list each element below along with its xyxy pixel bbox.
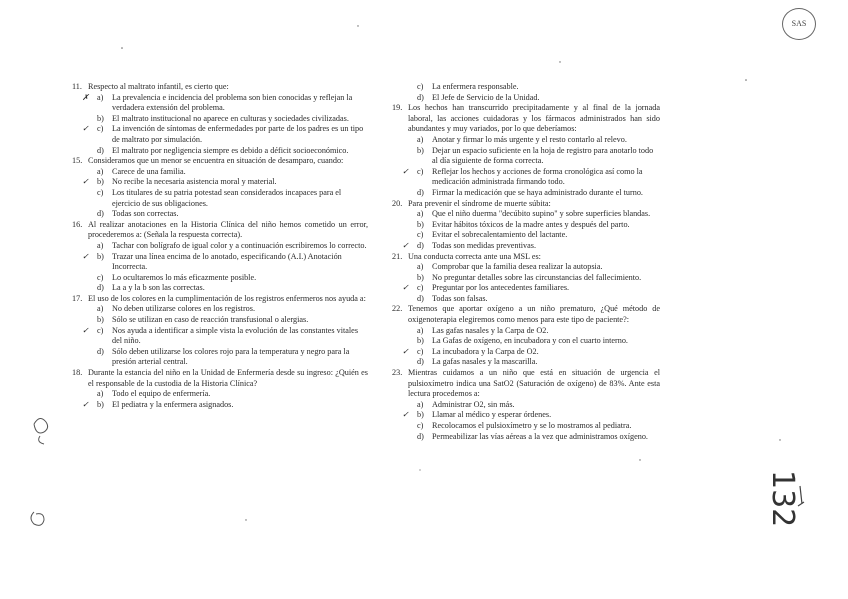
option-letter: c) — [417, 283, 424, 293]
handwritten-check-mark: ✗ — [82, 92, 89, 102]
option-letter: b) — [417, 410, 424, 420]
option-text: Preguntar por los antecedentes familiares. — [432, 283, 570, 293]
margin-scribble-bottom — [31, 512, 44, 525]
option-letter: a) — [97, 304, 104, 314]
option-letter: a) — [97, 92, 104, 102]
option-text: El pediatra y la enfermera asignados. — [112, 399, 234, 409]
option-text: La prevalencia e incidencia del problema son bien conocidas y reflejan la verdadera extensión del problema. — [112, 92, 353, 113]
option-letter: b) — [417, 219, 424, 229]
option-text: Tachar con bolígrafo de igual color y a continuación escribiremos lo correcto. — [112, 240, 367, 250]
option-letter: c) — [417, 82, 424, 91]
option-text: No deben utilizarse colores en los registros. — [112, 304, 256, 314]
question-text: El uso de los colores en la cumplimentación de los registros enfermeros nos ayuda a: — [88, 293, 366, 303]
option-letter: b) — [97, 251, 104, 261]
option-letter: a) — [417, 399, 424, 409]
option-letter: c) — [417, 230, 424, 240]
question-number: 22. — [392, 304, 403, 314]
question-number: 11. — [72, 82, 82, 91]
dust-speck — [639, 459, 640, 460]
question-text: Al realizar anotaciones en la Historia Clínica del niño hemos cometido un error, procederemos a: (Señala la respuesta correcta). — [88, 219, 368, 240]
question-text: Tenemos que aportar oxígeno a un niño prematuro, ¿Qué método de oxigenoterapia elegiremos como menos para este tipo de paciente?: — [408, 304, 660, 325]
option-letter: d) — [417, 240, 424, 250]
option-text: La enfermera responsable. — [432, 82, 519, 91]
handwritten-page-number: 132 — [765, 470, 800, 528]
option-text: Lo ocultaremos lo más eficazmente posible. — [112, 272, 257, 282]
option-text: El maltrato institucional no aparece en culturas y sociedades civilizadas. — [112, 113, 349, 123]
option-letter: c) — [97, 124, 104, 134]
dust-speck — [419, 469, 420, 470]
option-letter: d) — [417, 357, 424, 367]
option-letter: d) — [97, 145, 104, 155]
option-letter: c) — [417, 421, 424, 430]
option-text: El maltrato por negligencia siempre es debido a déficit socioeconómico. — [112, 145, 349, 155]
option-text: Dejar un espacio suficiente en la hoja de registro para anotarlo todo al día siguiente de forma correcta. — [432, 145, 654, 166]
question-number: 19. — [392, 103, 403, 113]
dust-speck — [357, 25, 358, 26]
option-text: Todas son medidas preventivas. — [432, 240, 537, 250]
option-text: La Gafas de oxígeno, en incubadora y con el cuarto interno. — [432, 336, 628, 346]
handwritten-check-mark: ✓ — [82, 124, 89, 134]
option-letter: a) — [417, 325, 424, 335]
option-text: Nos ayuda a identificar a simple vista la evolución de las constantes vitales del niño. — [112, 325, 359, 346]
option-text: La invención de síntomas de enfermedades por parte de los padres es un tipo de maltrato por simulación. — [112, 124, 364, 144]
option-letter: c) — [97, 272, 104, 282]
dust-speck — [559, 61, 560, 62]
option-text: La incubadora y la Carpa de O2. — [432, 346, 539, 356]
margin-scribble-arrow — [798, 486, 804, 506]
option-letter: d) — [417, 293, 424, 303]
option-text: No preguntar detalles sobre las circunstancias del fallecimiento. — [432, 272, 642, 282]
option-letter: a) — [97, 389, 104, 399]
option-letter: b) — [417, 145, 424, 155]
option-letter: a) — [417, 209, 424, 219]
option-text: Evitar el sobrecalentamiento del lactante. — [432, 230, 568, 240]
option-text: No recibe la necesaria asistencia moral y material. — [112, 177, 277, 187]
question-number: 16. — [72, 219, 83, 229]
question-number: 17. — [72, 293, 83, 303]
option-text: La gafas nasales y la mascarilla. — [432, 357, 538, 367]
option-letter: b) — [97, 177, 104, 187]
option-letter: a) — [97, 240, 104, 250]
option-letter: a) — [417, 134, 424, 144]
option-text: Las gafas nasales y la Carpa de O2. — [432, 325, 549, 335]
question-text: Para prevenir el síndrome de muerte súbita: — [408, 198, 551, 208]
margin-scribble-top — [34, 418, 48, 444]
option-letter: c) — [97, 187, 104, 197]
option-letter: d) — [97, 283, 104, 293]
option-text: El Jefe de Servicio de la Unidad. — [432, 92, 540, 102]
option-text: Sólo se utilizan en caso de reacción transfusional o alergias. — [112, 315, 309, 325]
option-text: Trazar una línea encima de lo anotado, especificando (A.I.) Anotación Incorrecta. — [112, 251, 342, 272]
handwritten-check-mark: ✓ — [402, 166, 409, 176]
option-text: Todas son correctas. — [112, 209, 179, 219]
question-text: Consideramos que un menor se encuentra en situación de desamparo, cuando: — [88, 156, 344, 166]
option-text: Recolocamos el pulsioxímetro y se lo mostramos al pediatra. — [432, 421, 632, 430]
option-letter: b) — [97, 399, 104, 409]
option-letter: c) — [417, 346, 424, 356]
option-letter: b) — [97, 113, 104, 123]
question-number: 20. — [392, 198, 403, 208]
option-letter: c) — [97, 325, 104, 335]
stamp-text: SAS — [791, 19, 807, 28]
option-text: Llamar al médico y esperar órdenes. — [432, 410, 552, 420]
handwritten-check-mark: ✓ — [82, 399, 89, 409]
question-number: 21. — [392, 251, 403, 261]
option-letter: b) — [417, 336, 424, 346]
option-letter: c) — [417, 166, 424, 176]
question-number: 23. — [392, 368, 403, 378]
dust-speck — [779, 439, 780, 440]
option-letter: d) — [417, 431, 424, 441]
option-letter: d) — [417, 187, 424, 197]
handwritten-check-mark: ✓ — [402, 240, 409, 250]
option-text: Reflejar los hechos y acciones de forma cronológica así como la medicación administrada firmando todo. — [432, 166, 643, 187]
handwritten-check-mark: ✓ — [402, 283, 409, 293]
question-text: Mientras cuidamos a un niño que está en situación de urgencia el pulsioxímetro indica una SatO2 (Saturación de oxígeno) de 83%. Ante esta lectura procedemos a: — [408, 368, 660, 399]
option-letter: a) — [97, 166, 104, 176]
option-letter: d) — [97, 209, 104, 219]
handwritten-check-mark: ✓ — [82, 325, 89, 335]
handwritten-check-mark: ✓ — [82, 177, 89, 187]
option-text: Los titulares de su patria potestad sean considerados incapaces para el ejercicio de sus obligaciones. — [112, 187, 342, 208]
question-text: Respecto al maltrato infantil, es cierto que: — [88, 82, 229, 91]
option-text: Evitar hábitos tóxicos de la madre antes y después del parto. — [432, 219, 630, 229]
option-letter: b) — [417, 272, 424, 282]
handwritten-check-mark: ✓ — [82, 251, 89, 261]
question-text: Una conducta correcta ante una MSL es: — [408, 251, 541, 261]
option-text: Todas son falsas. — [432, 293, 488, 303]
option-letter: d) — [417, 92, 424, 102]
question-number: 15. — [72, 156, 83, 166]
question-text: Durante la estancia del niño en la Unidad de Enfermería desde su ingreso: ¿Quién es el responsable de la custodia de la Historia Clínica? — [88, 368, 368, 388]
option-text: Todo el equipo de enfermería. — [112, 389, 211, 399]
option-letter: d) — [97, 346, 104, 356]
handwritten-check-mark: ✓ — [402, 410, 409, 420]
option-text: Sólo deben utilizarse los colores rojo para la temperatura y negro para la presión arterial central. — [112, 346, 350, 367]
handwritten-check-mark: ✓ — [402, 346, 409, 356]
option-text: La a y la b son las correctas. — [112, 283, 205, 293]
option-text: Anotar y firmar lo más urgente y el resto contarlo al relevo. — [432, 134, 627, 144]
question-number: 18. — [72, 368, 83, 378]
option-text: Administrar O2, sin más. — [432, 399, 515, 409]
option-text: Comprobar que la familia desea realizar la autopsia. — [432, 262, 603, 272]
option-text: Carece de una familia. — [112, 166, 186, 176]
dust-speck — [745, 79, 747, 81]
option-letter: b) — [97, 315, 104, 325]
dust-speck — [245, 519, 246, 520]
option-letter: a) — [417, 262, 424, 272]
option-text: Que el niño duerma "decúbito supino" y sobre superficies blandas. — [432, 209, 651, 219]
dust-speck — [121, 47, 123, 49]
option-text: Firmar la medicación que se haya administrado durante el turno. — [432, 187, 643, 197]
question-text: Los hechos han transcurrido precipitadamente y al final de la jornada laboral, las acciones cuidadoras y los fármacos administrados han sido abundantes y muy variados, por lo que deberíamos: — [408, 103, 660, 134]
option-text: Permeabilizar las vías aéreas a la vez que administramos oxígeno. — [432, 431, 648, 441]
